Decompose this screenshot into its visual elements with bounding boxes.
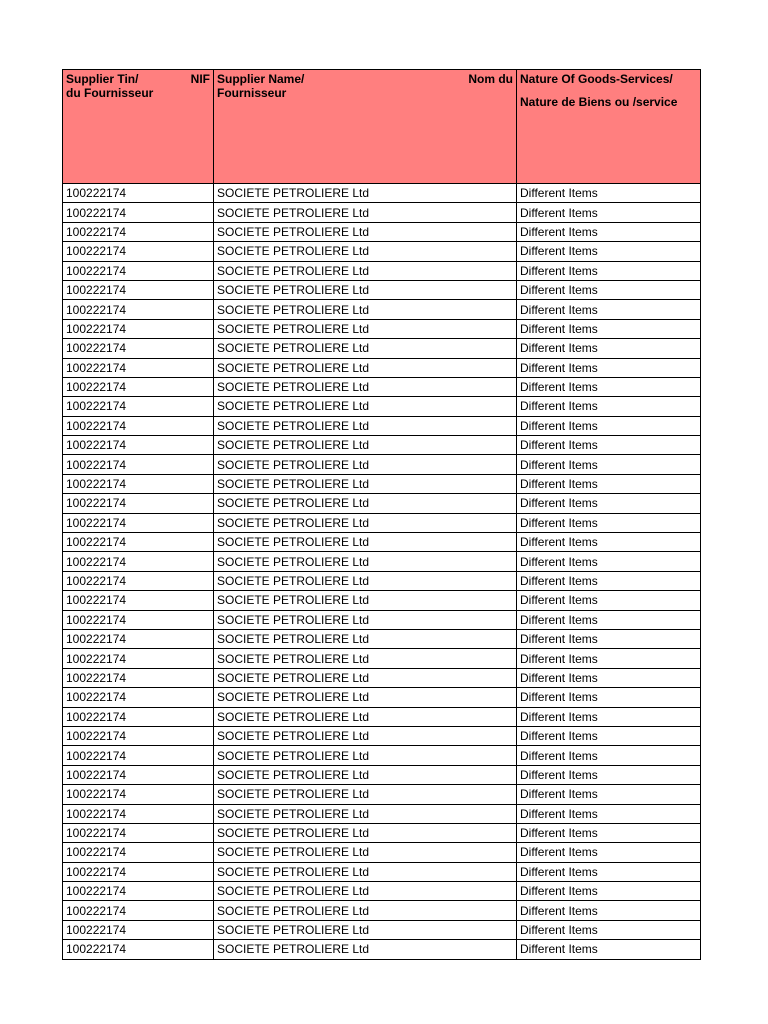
- header-nom-du-label: Nom du: [468, 72, 513, 86]
- supplier-name-cell: SOCIETE PETROLIERE Ltd: [214, 862, 517, 881]
- supplier-name-cell: SOCIETE PETROLIERE Ltd: [214, 319, 517, 338]
- supplier-table: [62, 69, 701, 960]
- nature-cell: Different Items: [517, 765, 701, 784]
- table-row: [63, 377, 701, 396]
- supplier-tin-cell: 100222174: [63, 474, 214, 493]
- nature-cell: Different Items: [517, 882, 701, 901]
- supplier-tin-cell: 100222174: [63, 339, 214, 358]
- supplier-tin-cell: 100222174: [63, 765, 214, 784]
- table-row: [63, 629, 701, 648]
- supplier-name-cell: SOCIETE PETROLIERE Ltd: [214, 707, 517, 726]
- supplier-tin-cell: 100222174: [63, 513, 214, 532]
- supplier-tin-cell: 100222174: [63, 804, 214, 823]
- supplier-tin-cell: 100222174: [63, 377, 214, 396]
- table-row: [63, 533, 701, 552]
- supplier-tin-cell: 100222174: [63, 242, 214, 261]
- nature-cell: Different Items: [517, 222, 701, 241]
- supplier-tin-cell: 100222174: [63, 397, 214, 416]
- nature-cell: Different Items: [517, 726, 701, 745]
- nature-cell: Different Items: [517, 184, 701, 203]
- table-row: [63, 261, 701, 280]
- supplier-name-cell: SOCIETE PETROLIERE Ltd: [214, 455, 517, 474]
- supplier-name-cell: SOCIETE PETROLIERE Ltd: [214, 785, 517, 804]
- nature-cell: Different Items: [517, 862, 701, 881]
- nature-cell: Different Items: [517, 377, 701, 396]
- nature-cell: Different Items: [517, 339, 701, 358]
- supplier-tin-cell: 100222174: [63, 746, 214, 765]
- supplier-tin-cell: 100222174: [63, 455, 214, 474]
- nature-cell: Different Items: [517, 203, 701, 222]
- supplier-tin-cell: 100222174: [63, 436, 214, 455]
- nature-cell: Different Items: [517, 416, 701, 435]
- supplier-name-cell: SOCIETE PETROLIERE Ltd: [214, 339, 517, 358]
- supplier-name-cell: SOCIETE PETROLIERE Ltd: [214, 726, 517, 745]
- supplier-name-cell: SOCIETE PETROLIERE Ltd: [214, 668, 517, 687]
- nature-cell: Different Items: [517, 261, 701, 280]
- supplier-tin-cell: 100222174: [63, 261, 214, 280]
- table-row: [63, 494, 701, 513]
- nature-cell: Different Items: [517, 920, 701, 939]
- supplier-name-cell: SOCIETE PETROLIERE Ltd: [214, 533, 517, 552]
- nature-cell: Different Items: [517, 785, 701, 804]
- supplier-tin-cell: 100222174: [63, 533, 214, 552]
- table-row: [63, 785, 701, 804]
- supplier-name-cell: SOCIETE PETROLIERE Ltd: [214, 513, 517, 532]
- header-nature-fr-label: Nature de Biens ou /service: [520, 95, 678, 109]
- supplier-name-cell: SOCIETE PETROLIERE Ltd: [214, 940, 517, 959]
- header-nif-label: NIF: [190, 72, 210, 86]
- supplier-tin-cell: 100222174: [63, 358, 214, 377]
- nature-cell: Different Items: [517, 688, 701, 707]
- supplier-tin-cell: 100222174: [63, 940, 214, 959]
- table-row: [63, 901, 701, 920]
- table-row: [63, 940, 701, 959]
- table-row: [63, 455, 701, 474]
- supplier-name-cell: SOCIETE PETROLIERE Ltd: [214, 222, 517, 241]
- table-body: [63, 184, 701, 960]
- supplier-tin-cell: 100222174: [63, 707, 214, 726]
- nature-cell: Different Items: [517, 707, 701, 726]
- supplier-tin-cell: 100222174: [63, 920, 214, 939]
- supplier-tin-cell: 100222174: [63, 629, 214, 648]
- supplier-name-cell: SOCIETE PETROLIERE Ltd: [214, 280, 517, 299]
- supplier-name-cell: SOCIETE PETROLIERE Ltd: [214, 242, 517, 261]
- table-row: [63, 436, 701, 455]
- nature-cell: Different Items: [517, 436, 701, 455]
- header-du-fournisseur-label: du Fournisseur: [66, 86, 154, 100]
- table-row: [63, 242, 701, 261]
- supplier-name-cell: SOCIETE PETROLIERE Ltd: [214, 436, 517, 455]
- supplier-name-cell: SOCIETE PETROLIERE Ltd: [214, 377, 517, 396]
- header-supplier-name: [214, 70, 517, 184]
- table-row: [63, 474, 701, 493]
- supplier-tin-cell: 100222174: [63, 300, 214, 319]
- supplier-name-cell: SOCIETE PETROLIERE Ltd: [214, 804, 517, 823]
- nature-cell: Different Items: [517, 300, 701, 319]
- header-fournisseur-label: Fournisseur: [217, 86, 287, 100]
- supplier-tin-cell: 100222174: [63, 552, 214, 571]
- nature-cell: Different Items: [517, 668, 701, 687]
- supplier-tin-cell: 100222174: [63, 571, 214, 590]
- header-supplier-tin: [63, 70, 214, 184]
- supplier-tin-cell: 100222174: [63, 726, 214, 745]
- table-row: [63, 571, 701, 590]
- supplier-tin-cell: 100222174: [63, 184, 214, 203]
- table-row: [63, 726, 701, 745]
- table-row: [63, 707, 701, 726]
- supplier-tin-cell: 100222174: [63, 319, 214, 338]
- nature-cell: Different Items: [517, 280, 701, 299]
- table-row: [63, 358, 701, 377]
- table-row: [63, 591, 701, 610]
- nature-cell: Different Items: [517, 319, 701, 338]
- supplier-name-cell: SOCIETE PETROLIERE Ltd: [214, 688, 517, 707]
- supplier-name-cell: SOCIETE PETROLIERE Ltd: [214, 203, 517, 222]
- table-row: [63, 843, 701, 862]
- supplier-sheet: [62, 69, 700, 960]
- nature-cell: Different Items: [517, 610, 701, 629]
- supplier-tin-cell: 100222174: [63, 610, 214, 629]
- nature-cell: Different Items: [517, 242, 701, 261]
- supplier-tin-cell: 100222174: [63, 862, 214, 881]
- header-nature-en-label: Nature Of Goods-Services/: [520, 72, 673, 86]
- table-row: [63, 300, 701, 319]
- table-row: [63, 862, 701, 881]
- supplier-name-cell: SOCIETE PETROLIERE Ltd: [214, 416, 517, 435]
- table-row: [63, 688, 701, 707]
- supplier-name-cell: SOCIETE PETROLIERE Ltd: [214, 610, 517, 629]
- supplier-name-cell: SOCIETE PETROLIERE Ltd: [214, 552, 517, 571]
- table-row: [63, 668, 701, 687]
- nature-cell: Different Items: [517, 843, 701, 862]
- table-row: [63, 610, 701, 629]
- table-row: [63, 765, 701, 784]
- header-supplier-name-label: Supplier Name/: [217, 72, 305, 86]
- table-row: [63, 804, 701, 823]
- nature-cell: Different Items: [517, 746, 701, 765]
- table-row: [63, 319, 701, 338]
- supplier-name-cell: SOCIETE PETROLIERE Ltd: [214, 474, 517, 493]
- table-row: [63, 882, 701, 901]
- header-row: [63, 70, 701, 184]
- supplier-name-cell: SOCIETE PETROLIERE Ltd: [214, 358, 517, 377]
- supplier-tin-cell: 100222174: [63, 591, 214, 610]
- supplier-tin-cell: 100222174: [63, 823, 214, 842]
- supplier-name-cell: SOCIETE PETROLIERE Ltd: [214, 571, 517, 590]
- table-row: [63, 339, 701, 358]
- supplier-tin-cell: 100222174: [63, 416, 214, 435]
- nature-cell: Different Items: [517, 629, 701, 648]
- supplier-tin-cell: 100222174: [63, 843, 214, 862]
- nature-cell: Different Items: [517, 455, 701, 474]
- nature-cell: Different Items: [517, 804, 701, 823]
- supplier-name-cell: SOCIETE PETROLIERE Ltd: [214, 397, 517, 416]
- supplier-name-cell: SOCIETE PETROLIERE Ltd: [214, 591, 517, 610]
- supplier-tin-cell: 100222174: [63, 280, 214, 299]
- table-row: [63, 552, 701, 571]
- table-row: [63, 280, 701, 299]
- supplier-tin-cell: 100222174: [63, 203, 214, 222]
- supplier-name-cell: SOCIETE PETROLIERE Ltd: [214, 765, 517, 784]
- table-row: [63, 222, 701, 241]
- nature-cell: Different Items: [517, 591, 701, 610]
- nature-cell: Different Items: [517, 397, 701, 416]
- supplier-tin-cell: 100222174: [63, 494, 214, 513]
- table-row: [63, 397, 701, 416]
- table-row: [63, 203, 701, 222]
- table-row: [63, 823, 701, 842]
- table-row: [63, 920, 701, 939]
- supplier-name-cell: SOCIETE PETROLIERE Ltd: [214, 823, 517, 842]
- table-row: [63, 649, 701, 668]
- nature-cell: Different Items: [517, 552, 701, 571]
- supplier-tin-cell: 100222174: [63, 222, 214, 241]
- nature-cell: Different Items: [517, 940, 701, 959]
- table-row: [63, 513, 701, 532]
- nature-cell: Different Items: [517, 649, 701, 668]
- supplier-name-cell: SOCIETE PETROLIERE Ltd: [214, 629, 517, 648]
- table-row: [63, 184, 701, 203]
- supplier-name-cell: SOCIETE PETROLIERE Ltd: [214, 494, 517, 513]
- supplier-tin-cell: 100222174: [63, 688, 214, 707]
- supplier-name-cell: SOCIETE PETROLIERE Ltd: [214, 300, 517, 319]
- supplier-tin-cell: 100222174: [63, 785, 214, 804]
- supplier-name-cell: SOCIETE PETROLIERE Ltd: [214, 261, 517, 280]
- supplier-name-cell: SOCIETE PETROLIERE Ltd: [214, 843, 517, 862]
- supplier-tin-cell: 100222174: [63, 882, 214, 901]
- supplier-tin-cell: 100222174: [63, 668, 214, 687]
- header-nature-of-goods: [517, 70, 701, 184]
- supplier-tin-cell: 100222174: [63, 901, 214, 920]
- nature-cell: Different Items: [517, 494, 701, 513]
- nature-cell: Different Items: [517, 533, 701, 552]
- supplier-name-cell: SOCIETE PETROLIERE Ltd: [214, 746, 517, 765]
- supplier-name-cell: SOCIETE PETROLIERE Ltd: [214, 901, 517, 920]
- nature-cell: Different Items: [517, 901, 701, 920]
- supplier-name-cell: SOCIETE PETROLIERE Ltd: [214, 184, 517, 203]
- table-row: [63, 416, 701, 435]
- nature-cell: Different Items: [517, 823, 701, 842]
- header-supplier-tin-label: Supplier Tin/: [66, 72, 139, 86]
- supplier-name-cell: SOCIETE PETROLIERE Ltd: [214, 882, 517, 901]
- nature-cell: Different Items: [517, 474, 701, 493]
- supplier-name-cell: SOCIETE PETROLIERE Ltd: [214, 920, 517, 939]
- supplier-name-cell: SOCIETE PETROLIERE Ltd: [214, 649, 517, 668]
- supplier-tin-cell: 100222174: [63, 649, 214, 668]
- nature-cell: Different Items: [517, 513, 701, 532]
- nature-cell: Different Items: [517, 358, 701, 377]
- nature-cell: Different Items: [517, 571, 701, 590]
- table-row: [63, 746, 701, 765]
